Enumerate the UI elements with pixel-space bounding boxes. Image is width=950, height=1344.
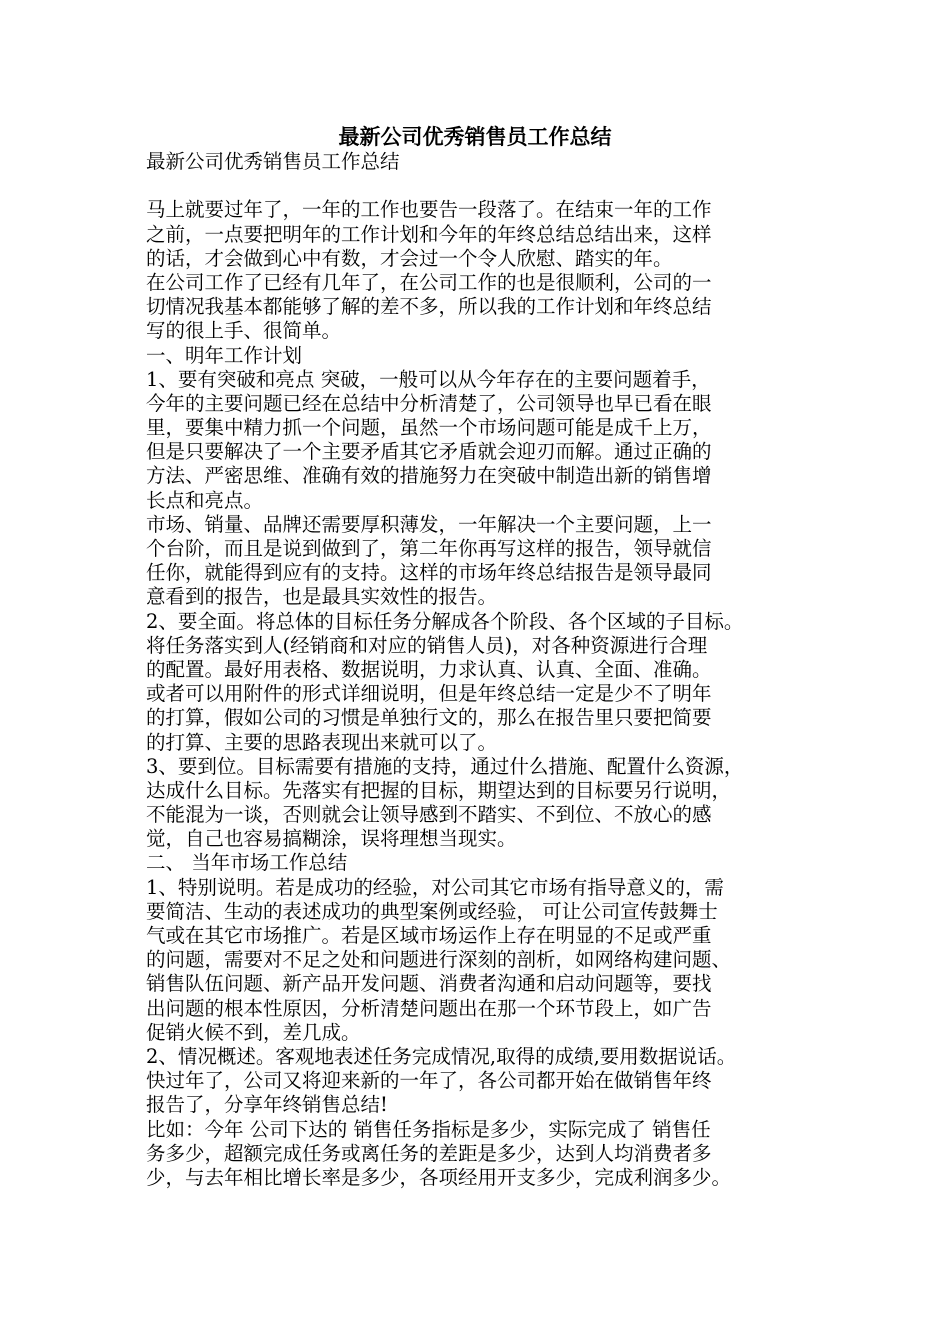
body-line: 长点和亮点。 — [146, 488, 264, 512]
body-line: 今年的主要问题已经在总结中分析清楚了，公司领导也早已看在眼 — [146, 391, 712, 415]
body-line: 任你，就能得到应有的支持。这样的市场年终总结报告是领导最同 — [146, 561, 712, 585]
body-line: 1、要有突破和亮点 突破，一般可以从今年存在的主要问题着手， — [146, 367, 711, 391]
body-line: 的打算，假如公司的习惯是单独行文的，那么在报告里只要把简要 — [146, 706, 712, 730]
body-line: 最新公司优秀销售员工作总结 — [146, 150, 400, 173]
body-line: 达成什么目标。先落实有把握的目标，期望达到的目标要另行说明， — [146, 778, 732, 802]
body-line: 二、 当年市场工作总结 — [146, 851, 348, 875]
body-line: 气或在其它市场推广。若是区域市场运作上存在明显的不足或严重 — [146, 924, 712, 947]
body-line: 方法、严密思维、准确有效的措施努力在突破中制造出新的销售增 — [146, 464, 712, 488]
body-line: 要简洁、生动的表述成功的典型案例或经验， 可让公司宣传鼓舞士 — [146, 899, 718, 923]
body-line — [146, 174, 826, 198]
body-line: 的打算、主要的思路表现出来就可以了。 — [146, 730, 498, 754]
body-line: 或者可以用附件的形式详细说明，但是年终总结一定是少不了明年 — [146, 682, 712, 706]
body-line: 的话，才会做到心中有数，才会过一个令人欣慰、踏实的年。 — [146, 246, 673, 270]
body-line: 少，与去年相比增长率是多少，各项经用开支多少，完成利润多少。 — [146, 1165, 732, 1189]
body-line: 3、要到位。目标需要有措施的支持，通过什么措施、配置什么资源， — [146, 754, 744, 778]
body-line: 报告了，分享年终销售总结! — [146, 1093, 388, 1117]
body-line: 切情况我基本都能够了解的差不多，所以我的工作计划和年终总结 — [146, 295, 712, 319]
body-line: 出问题的根本性原因，分析清楚问题出在那一个环节段上，如广告 — [146, 996, 712, 1020]
body-line: 促销火候不到，差几成。 — [146, 1020, 361, 1044]
body-line: 意看到的报告，也是最具实效性的报告。 — [146, 585, 498, 609]
body-line: 2、情况概述。客观地表述任务完成情况,取得的成绩,要用数据说话。 — [146, 1044, 737, 1068]
body-line: 的配置。最好用表格、数据说明，力求认真、认真、全面、准确。 — [146, 657, 712, 681]
body-line: 觉，自己也容易搞糊涂，误将理想当现实。 — [146, 827, 517, 851]
document-title: 最新公司优秀销售员工作总结 — [338, 125, 612, 149]
body-line: 的问题，需要对不足之处和问题进行深刻的剖析，如网络构建问题、 — [146, 948, 732, 972]
body-line: 务多少，超额完成任务或离任务的差距是多少，达到人均消费者多 — [146, 1141, 712, 1165]
body-line: 但是只要解决了一个主要矛盾其它矛盾就会迎刃而解。通过正确的 — [146, 440, 712, 464]
body-line: 在公司工作了已经有几年了，在公司工作的也是很顺利，公司的一 — [146, 270, 712, 294]
body-line: 写的很上手、很简单。 — [146, 319, 342, 343]
body-line: 2、要全面。将总体的目标任务分解成各个阶段、各个区域的子目标。 — [146, 609, 744, 633]
body-line: 销售队伍问题、新产品开发问题、消费者沟通和启动问题等，要找 — [146, 972, 712, 996]
document-body — [146, 150, 826, 1190]
body-line: 一、明年工作计划 — [146, 343, 303, 367]
body-line: 不能混为一谈，否则就会让领导感到不踏实、不到位、不放心的感 — [146, 803, 712, 827]
body-line: 1、特别说明。若是成功的经验，对公司其它市场有指导意义的，需 — [146, 875, 724, 899]
body-line: 将任务落实到人(经销商和对应的销售人员)，对各种资源进行合理 — [146, 633, 708, 657]
body-line: 市场、销量、品牌还需要厚积薄发，一年解决一个主要问题，上一 — [146, 512, 712, 536]
body-line: 快过年了，公司又将迎来新的一年了，各公司都开始在做销售年终 — [146, 1069, 712, 1093]
body-line: 之前，一点要把明年的工作计划和今年的年终总结总结出来，这样 — [146, 222, 712, 246]
body-line: 比如：今年 公司下达的 销售任务指标是多少，实际完成了 销售任 — [146, 1117, 711, 1141]
body-line: 个台阶，而且是说到做到了，第二年你再写这样的报告，领导就信 — [146, 537, 712, 560]
body-line: 里，要集中精力抓一个问题，虽然一个市场问题可能是成千上万， — [146, 416, 712, 440]
body-line: 马上就要过年了，一年的工作也要告一段落了。在结束一年的工作 — [146, 198, 712, 222]
